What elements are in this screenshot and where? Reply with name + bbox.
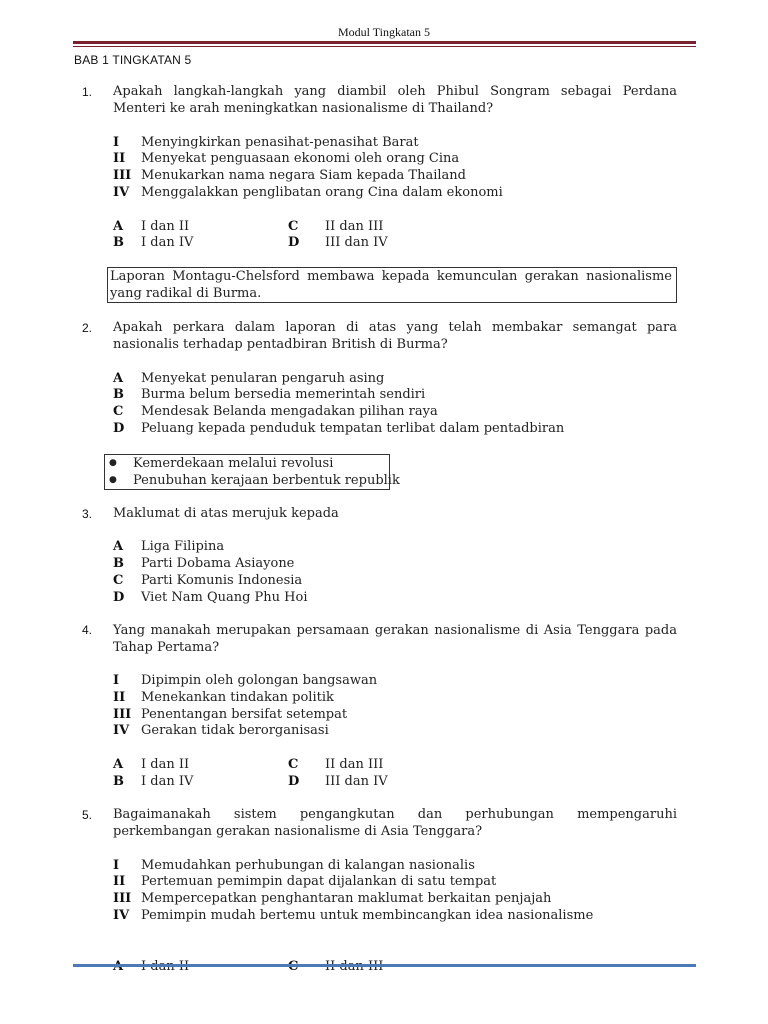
question-1-stem: Apakah langkah-langkah yang diambil oleh Phibul Songram sebagai Perdana Menteri ke arah meningkatkan nasionalisme di Thailand? bbox=[113, 84, 677, 116]
question-5-number: 5. bbox=[82, 808, 93, 822]
question-5-statement-3: III Mempercepatkan penghantaran maklumat berkaitan penjajah bbox=[113, 891, 552, 906]
question-3-number: 3. bbox=[82, 507, 93, 521]
question-4-number: 4. bbox=[82, 623, 93, 637]
question-5-statement-4: IV Pemimpin mudah bertemu untuk membincangkan idea nasionalisme bbox=[113, 908, 594, 923]
header-rule-thin bbox=[73, 46, 696, 47]
footer-rule bbox=[73, 964, 696, 967]
question-4-answer-a: A I dan II bbox=[113, 757, 190, 772]
question-3-stimulus-box bbox=[104, 454, 400, 490]
question-1-statement-1: I Menyingkirkan penasihat-penasihat Barat bbox=[113, 135, 419, 150]
page-header-title: Modul Tingkatan 5 bbox=[337, 25, 430, 39]
question-1-number: 1. bbox=[82, 85, 93, 99]
bullet-icon: ● bbox=[109, 475, 117, 485]
stimulus-bullet: ● Penubuhan kerajaan berbentuk republik bbox=[109, 473, 400, 488]
question-3-option-d: D Viet Nam Quang Phu Hoi bbox=[113, 590, 308, 605]
question-2-option-a: A Menyekat penularan pengaruh asing bbox=[113, 371, 385, 386]
question-4-statement-1: I Dipimpin oleh golongan bangsawan bbox=[113, 673, 378, 688]
question-1-statement-2: II Menyekat penguasaan ekonomi oleh orang Cina bbox=[113, 151, 460, 166]
question-3-option-a: A Liga Filipina bbox=[113, 539, 225, 554]
question-1-statement-3: III Menukarkan nama negara Siam kepada Thailand bbox=[113, 168, 466, 183]
question-5-statement-1: I Memudahkan perhubungan di kalangan nasionalis bbox=[113, 858, 475, 873]
question-1-answer-b: B I dan IV bbox=[113, 235, 194, 250]
question-4-statement-3: III Penentangan bersifat setempat bbox=[113, 707, 348, 722]
question-1-answer-a: A I dan II bbox=[113, 219, 190, 234]
question-3-stem: Maklumat di atas merujuk kepada bbox=[113, 506, 339, 521]
bullet-icon: ● bbox=[109, 458, 117, 468]
question-2-stimulus-box: Laporan Montagu-Chelsford membawa kepada kemunculan gerakan nasionalisme yang radikal di Burma. bbox=[107, 267, 677, 303]
question-1-statement-4: IV Menggalakkan penglibatan orang Cina dalam ekonomi bbox=[113, 185, 503, 200]
question-3-option-c: C Parti Komunis Indonesia bbox=[113, 573, 303, 588]
question-2-option-d: D Peluang kepada penduduk tempatan terlibat dalam pentadbiran bbox=[113, 421, 565, 436]
question-1-answer-d: D III dan IV bbox=[288, 235, 388, 250]
question-2-option-c: C Mendesak Belanda mengadakan pilihan raya bbox=[113, 404, 438, 419]
question-4-answer-c: C II dan III bbox=[288, 757, 384, 772]
chapter-title: BAB 1 TINGKATAN 5 bbox=[74, 53, 192, 67]
question-4-statement-2: II Menekankan tindakan politik bbox=[113, 690, 334, 705]
header-rule-thick bbox=[73, 41, 696, 44]
question-1-answer-c: C II dan III bbox=[288, 219, 384, 234]
question-5-statement-2: II Pertemuan pemimpin dapat dijalankan di satu tempat bbox=[113, 874, 497, 889]
question-4-answer-b: B I dan IV bbox=[113, 774, 194, 789]
question-4-answer-d: D III dan IV bbox=[288, 774, 388, 789]
question-3-option-b: B Parti Dobama Asiayone bbox=[113, 556, 295, 571]
question-4-stem: Yang manakah merupakan persamaan gerakan nasionalisme di Asia Tenggara pada Tahap Pertama? bbox=[113, 623, 677, 655]
stimulus-bullet: ● Kemerdekaan melalui revolusi bbox=[109, 456, 334, 471]
question-2-stem: Apakah perkara dalam laporan di atas yang telah membakar semangat para nasionalis terhadap pentadbiran British di Burma? bbox=[113, 320, 677, 352]
question-2-number: 2. bbox=[82, 321, 93, 335]
question-4-statement-4: IV Gerakan tidak berorganisasi bbox=[113, 723, 329, 738]
question-5-stem: Bagaimanakah sistem pengangkutan dan perhubungan mempengaruhi perkembangan gerakan nasionalisme di Asia Tenggara? bbox=[113, 807, 677, 839]
question-2-option-b: B Burma belum bersedia memerintah sendiri bbox=[113, 387, 426, 402]
